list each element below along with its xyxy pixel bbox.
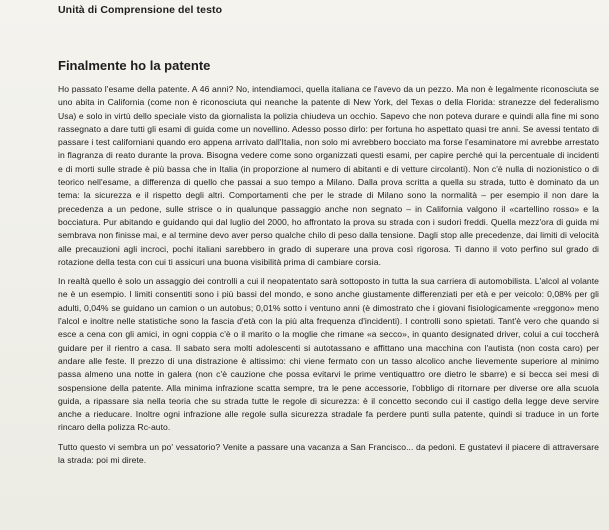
paragraph-2: In realtà quello è solo un assaggio dei controlli a cui il neopatentato sarà sottoposto in tutta la sua carriera di automobilista. L'alcol al volante ne è un esempio. I limiti consentiti sono i più bassi del mondo, e sono anche giustamente differenziati per età e per veicolo: 0,08% per gli adulti, 0,04% se guidano un camion o un autobus; 0,01% sotto i ventuno anni (è dimostrato che i giovani fisiologicamente «reggono» meno l'alcol e inoltre nelle statistiche sono la fascia d'età con la più alta frequenza d'incidenti). I controlli sono spietati. Tant'è vero che quando si esce a cena con gli amici, in ogni coppia c'è o il marito o la moglie che rimane «a secco», in quanto designated driver, colui a cui toccherà guidare per il rientro a casa. Il sabato sera molti adolescenti si autotassano e affittano una macchina con l'autista (non costa caro) per andare alle feste. Il prezzo di una distrazione è altissimo: chi viene fermato con un tasso alcolico anche lievemente superiore al minimo passa almeno una notte in galera (non c'è cauzione che possa evitarvi le prime ventiquattro ore dietro le sbarre) e si becca sei mesi di sospensione della patente. Alla minima infrazione scatta sempre, tra le pene accessorie, l'obbligo di ritornare per diverse ore alla scuola guida, a ripassare sia nella teoria che su strada tutte le regole di sicurezza: è il concetto secondo cui il castigo della legge deve servire anche a rieducare. Inoltre ogni infrazione alle regole sulla sicurezza stradale fa perdere punti sulla patente, quindi si traduce in un forte rincaro della polizza Rc-auto.: [58, 276, 599, 433]
paragraph-1: Ho passato l'esame della patente. A 46 anni? No, intendiamoci, quella italiana ce l'avevo da un pezzo. Ma non è legalmente riconosciuta se uno abita in California (come non è riconosciuta qui neanche la patente di New York, del Texas o della Florida: stranezze del federalismo Usa) e solo in virtù dello speciale visto da giornalista la polizia chiudeva un occhio. Sapevo che non poteva durare e quindi alla fine mi sono rassegnato a dare tutti gli esami di guida come un novellino. Adesso posso dirlo: per fortuna ho aspettato quasi tre anni. Se avessi tentato di passare i test californiani quando ero appena arrivato dall'Italia, non solo mi avrebbero bocciato ma forse l'esaminatore mi avrebbe arrestato in flagranza di reato durante la prova. Bisogna vedere come sono organizzati questi esami, per capire perché qui la percentuale di incidenti e di morti sulle strade è più bassa che in Italia (in proporzione al numero di abitanti e di vetture circolanti). Non c'è nulla di nozionistico o di teorico nell'esame, a differenza di quello che passai a suo tempo a Milano. Dalla prova scritta a quella su strada, tutto è dominato da un tema: la sicurezza e il rispetto degli altri. Comportamenti che per le strade di Milano sono la normalità – per esempio il non dare la precedenza a un pedone, sulle strisce o in qualunque passaggio anche non segnato – in California valgono il «cartellino rosso» e la bocciatura. Pur abitando e guidando qui dal luglio del 2000, ho affrontato la prova su strada con i sudori freddi. Quella mezz'ora di guida mi sembrava non finisse mai, e al termine devo aver perso qualche chilo di peso dalla tensione. Dagli stop alle precedenze, dai limiti di velocità alle precauzioni agli incroci, pochi italiani sarebbero in grado di superare una prova così rigorosa. Ti danno il voto perfino sul grado di rotazione della testa con cui ti assicuri una buona visibilità prima di cambiare corsia.: [58, 84, 599, 267]
unit-title: Unità di Comprensione del testo: [58, 4, 223, 16]
article-title: Finalmente ho la patente: [58, 58, 211, 73]
paragraph-3: Tutto questo vi sembra un po' vessatorio? Venite a passare una vacanza a San Francisco... da pedoni. E gustatevi il piacere di attraversare la strada: poi mi direte.: [58, 441, 599, 466]
